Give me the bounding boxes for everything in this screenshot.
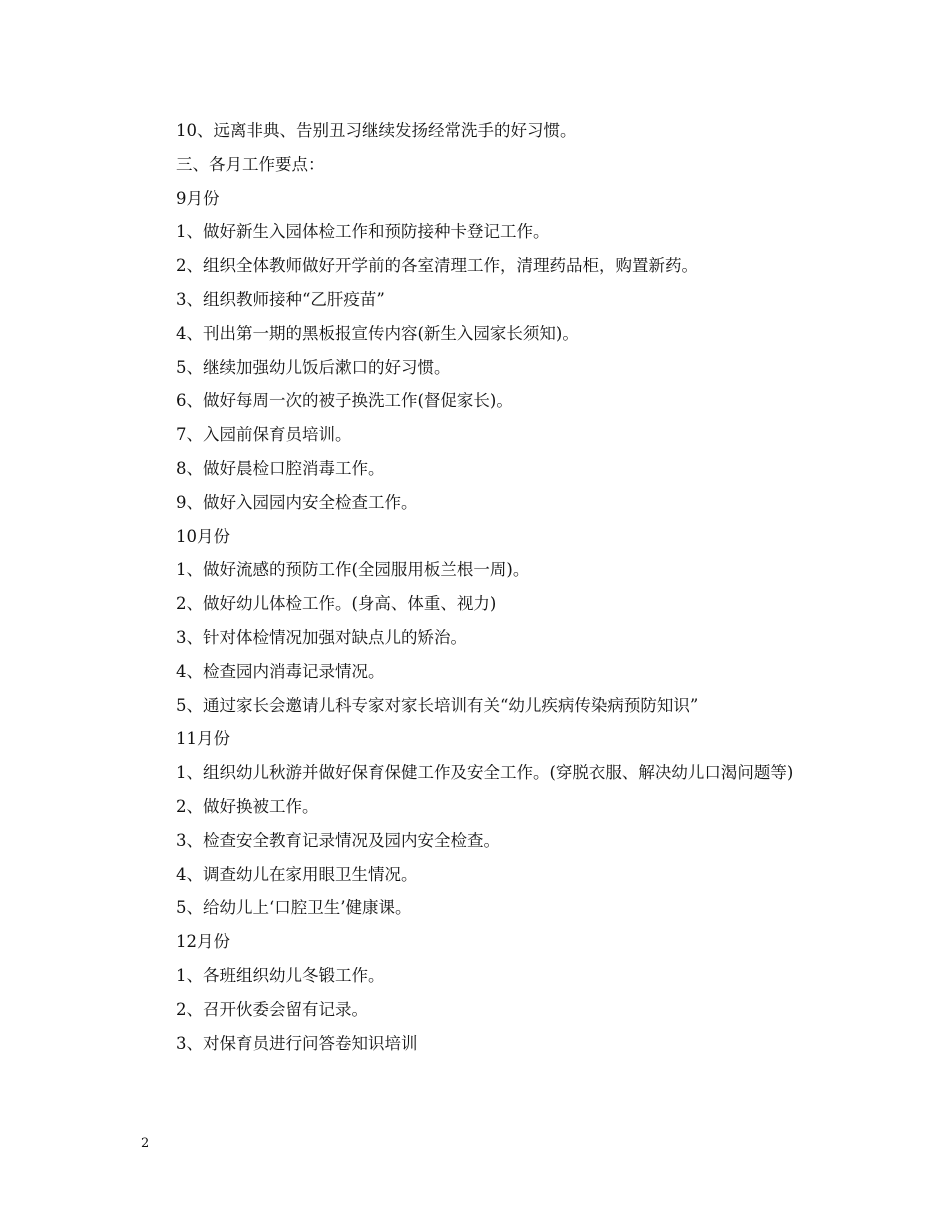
list-item: 2、组织全体教师做好开学前的各室清理工作，清理药品柜，购置新药。 <box>176 256 698 276</box>
list-item: 2、召开伙委会留有记录。 <box>176 999 368 1019</box>
document-body <box>141 114 821 1060</box>
list-item: 6、做好每周一次的被子换洗工作(督促家长)。 <box>176 391 513 411</box>
list-item: 4、调查幼儿在家用眼卫生情况。 <box>176 864 418 884</box>
month-heading: 12月份 <box>176 932 230 952</box>
list-item: 1、各班组织幼儿冬锻工作。 <box>176 965 385 985</box>
list-item: 2、做好幼儿体检工作。(身高、体重、视力) <box>176 594 497 614</box>
list-item: 2、做好换被工作。 <box>176 796 319 816</box>
list-item: 5、给幼儿上‘口腔卫生’健康课。 <box>176 898 412 918</box>
list-item: 8、做好晨检口腔消毒工作。 <box>176 458 385 478</box>
month-heading: 10月份 <box>176 526 230 546</box>
list-item: 3、对保育员进行问答卷知识培训 <box>176 1033 418 1053</box>
list-item: 5、通过家长会邀请儿科专家对家长培训有关“幼儿疾病传染病预防知识” <box>176 695 699 715</box>
list-item: 1、做好流感的预防工作(全园服用板兰根一周)。 <box>176 560 530 580</box>
list-item: 7、入园前保育员培训。 <box>176 425 352 445</box>
paragraph-line: 10、远离非典、告别丑习继续发扬经常洗手的好习惯。 <box>176 121 577 140</box>
list-item: 1、做好新生入园体检工作和预防接种卡登记工作。 <box>176 222 550 242</box>
section-heading: 三、各月工作要点： <box>176 154 325 174</box>
list-item: 4、刊出第一期的黑板报宣传内容(新生入园家长须知)。 <box>176 323 579 343</box>
list-item: 3、组织教师接种“乙肝疫苗” <box>176 289 385 309</box>
list-item: 9、做好入园园内安全检查工作。 <box>176 492 418 512</box>
list-item: 1、组织幼儿秋游并做好保育保健工作及安全工作。(穿脱衣服、解决幼儿口渴问题等) <box>176 763 794 783</box>
month-heading: 11月份 <box>176 729 230 749</box>
month-heading: 9月份 <box>176 188 220 208</box>
list-item: 3、检查安全教育记录情况及园内安全检查。 <box>176 830 500 850</box>
list-item: 5、继续加强幼儿饭后漱口的好习惯。 <box>176 357 451 377</box>
list-item: 4、检查园内消毒记录情况。 <box>176 661 385 681</box>
list-item: 3、针对体检情况加强对缺点儿的矫治。 <box>176 627 467 647</box>
page-number: 2 <box>141 1136 150 1151</box>
